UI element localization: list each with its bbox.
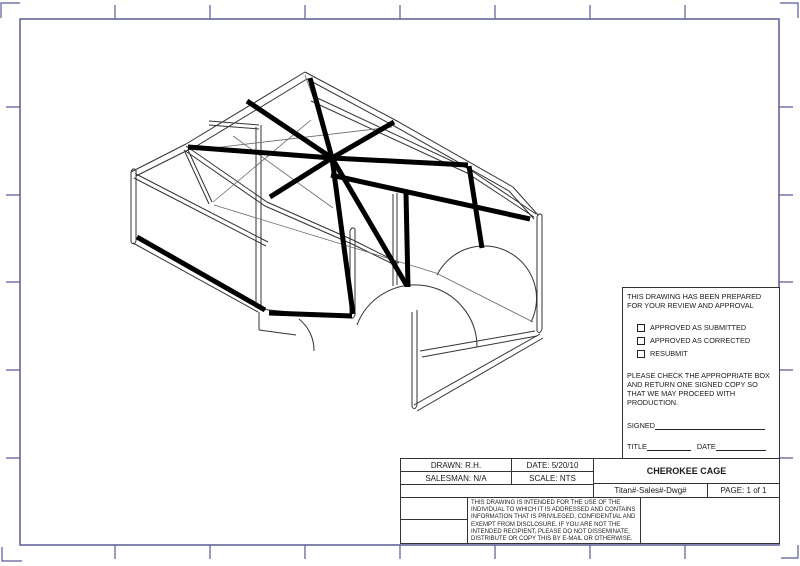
approval-instruction-text: PLEASE CHECK THE APPROPRIATE BOX AND RETURN ONE SIGNED COPY SO THAT WE MAY PROCEED WITH PRODUCTION. [627,370,770,407]
signed-blank-line [655,422,765,430]
approval-intro-text: THIS DRAWING HAS BEEN PREPARED FOR YOUR REVIEW AND APPROVAL [627,292,762,311]
drawing-number-cell: Titan#-Sales#-Dwg# [593,483,708,498]
signed-label: SIGNED [627,420,655,430]
titleblock-date-cell: DATE: 5/20/10 [511,458,594,472]
titleblock-spare-cell-bottom [400,519,468,544]
titleblock-scale-cell: SCALE: NTS [511,471,594,485]
title-date-line [627,442,776,451]
titleblock-drawn-cell: DRAWN: R.H. [400,458,512,472]
titleblock-salesman-cell: SALESMAN: N/A [400,471,512,485]
roll-cage-tubes [137,78,530,316]
page-number-cell: PAGE: 1 of 1 [707,483,780,498]
approval-option-label: RESUBMIT [650,349,688,359]
approval-option-label: APPROVED AS SUBMITTED [650,323,747,333]
approval-option-label: APPROVED AS CORRECTED [650,336,751,346]
titleblock-spare-cell-top [400,497,468,520]
checkbox-resubmit [637,350,645,358]
approval-note-box [622,287,780,459]
titleblock-empty-row [400,484,594,498]
checkbox-approved-as-corrected [637,337,645,345]
date-label: DATE [696,442,716,452]
approval-options [627,323,776,358]
title-label: TITLE [627,442,647,452]
titleblock-empty-right-cell [640,497,780,544]
disclaimer-cell: THIS DRAWING IS INTENDED FOR THE USE OF THE INDIVIDUAL TO WHICH IT IS ADDRESSED AND CONTAINS INFORMATION THAT IS PRIVILEGED, CONFIDENTIAL AND EXEMPT FROM DISCLOSURE. IF YOU ARE NOT THE INTENDED RECIPIENT, PLEASE DO NOT DISSEMINATE, DISTRIBUTE OR COPY THIS BY E-MAIL OR OTHERWISE. [467,497,641,544]
approval-option-resubmit [637,349,776,358]
date-blank-line [716,443,766,451]
title-blank-line [647,443,691,451]
approval-option-corrected [637,336,776,345]
drawing-title-cell: CHEROKEE CAGE [593,458,780,484]
checkbox-approved-as-submitted [637,324,645,332]
approval-option-submitted [637,323,776,332]
signed-line [627,421,776,430]
